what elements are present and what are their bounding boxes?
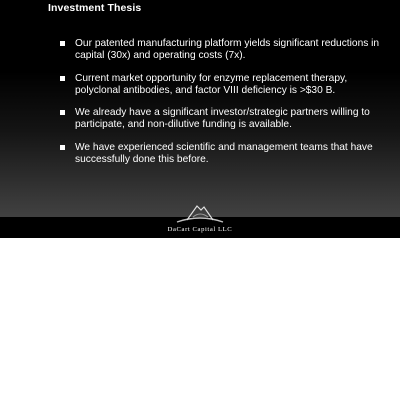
bullet-list [60,38,390,176]
bullet-item [60,38,390,62]
bullet-text: We already have a significant investor/strategic partners willing to participate, and non-dilutive funding is available. [75,107,370,130]
company-logo [0,200,400,236]
bullet-text: We have experienced scientific and management teams that have successfully done this before. [75,141,373,165]
bullet-text: Our patented manufacturing platform yields significant reductions in capital (30x) and operating costs (7x). [75,38,380,61]
bullet-item [60,142,390,166]
square-bullet-icon [60,76,65,81]
square-bullet-icon [60,145,65,150]
bullet-text: Current market opportunity for enzyme replacement therapy, polyclonal antibodies, and factor VIII deficiency is >$30 B. [75,72,348,96]
company-name: DaCart Capital LLC [167,226,233,233]
bullet-item [60,73,390,97]
slide-title: Investment Thesis [48,2,142,14]
bullet-item [60,107,390,131]
square-bullet-icon [60,110,65,115]
square-bullet-icon [60,41,65,46]
mountain-peak-logo-icon [173,200,227,226]
